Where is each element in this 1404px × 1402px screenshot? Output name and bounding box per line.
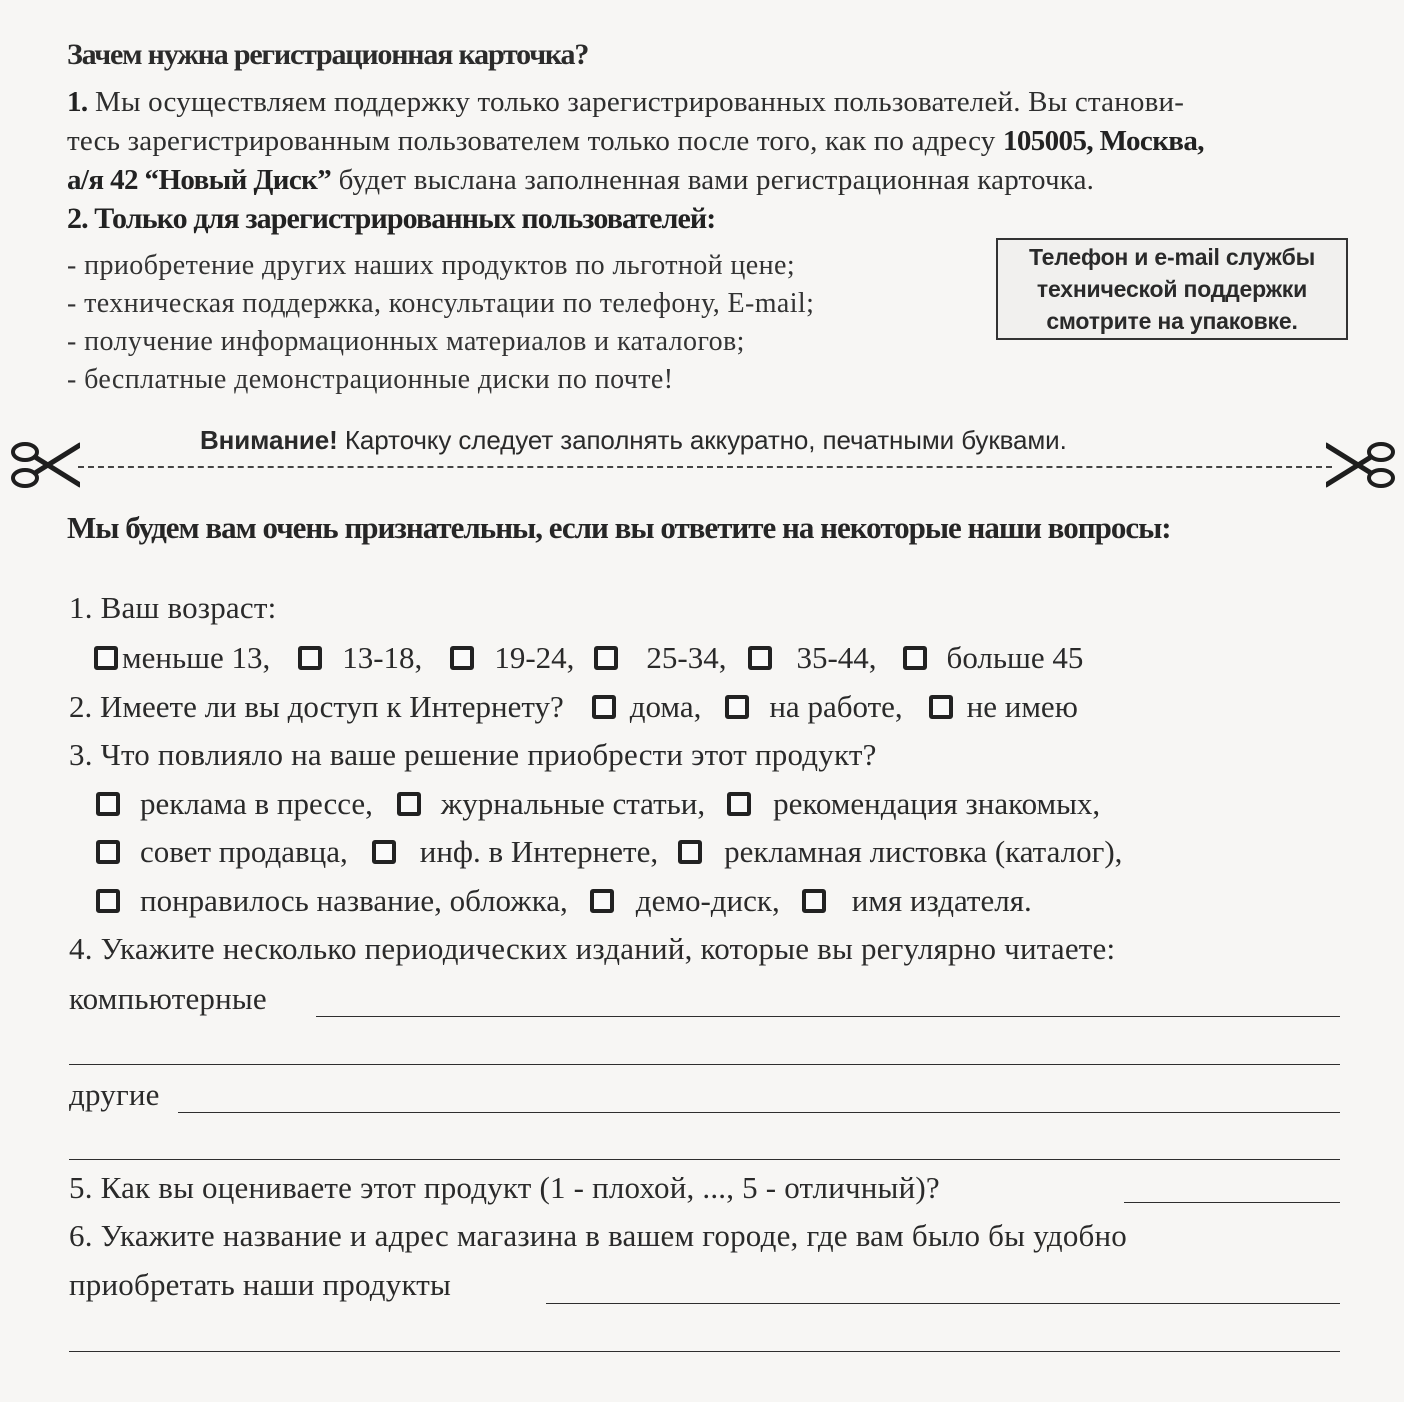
checkbox[interactable] (678, 840, 702, 864)
internet-option[interactable]: на работе, (725, 689, 902, 725)
cut-dashed-line (78, 466, 1332, 468)
influence-option[interactable]: инф. в Интернете, (372, 834, 658, 870)
checkbox[interactable] (590, 889, 614, 913)
age-option[interactable]: меньше 13, (94, 640, 270, 676)
influence-option[interactable]: совет продавца, (96, 834, 348, 870)
checkbox[interactable] (727, 792, 751, 816)
question-6-label: 6. Укажите название и адрес магазина в вашем городе, где вам было бы удобно (69, 1218, 1128, 1253)
other-magazines-input[interactable] (178, 1112, 1340, 1113)
checkbox[interactable] (372, 840, 396, 864)
checkbox[interactable] (96, 840, 120, 864)
checkbox[interactable] (594, 646, 618, 670)
attention-label: Внимание! (200, 425, 338, 455)
checkbox[interactable] (802, 889, 826, 913)
benefit-item: - получение информационных материалов и каталогов; (67, 326, 745, 357)
influence-options-row-2 (96, 834, 1122, 870)
other-magazines-input-continued[interactable] (69, 1159, 1340, 1160)
benefit-item: - приобретение других наших продуктов по льготной цене; (67, 250, 796, 281)
checkbox[interactable] (929, 695, 953, 719)
question-2-row (69, 689, 1078, 725)
age-option[interactable]: больше 45 (903, 640, 1084, 676)
scissors-right-icon (1326, 435, 1398, 495)
postal-address: 105005, Москва, (1002, 125, 1204, 157)
checkbox[interactable] (748, 646, 772, 670)
question-1-label: 1. Ваш возраст: (69, 590, 277, 625)
age-option[interactable]: 25-34, (594, 640, 726, 676)
influence-option[interactable]: журнальные статьи, (397, 786, 705, 822)
internet-option[interactable]: не имею (929, 689, 1078, 725)
influence-options-row-1 (96, 786, 1100, 822)
checkbox[interactable] (592, 695, 616, 719)
influence-option[interactable]: реклама в прессе, (96, 786, 373, 822)
age-option[interactable]: 35-44, (748, 640, 876, 676)
influence-option[interactable]: понравилось название, обложка, (96, 883, 568, 919)
support-box-line: технической поддержки (1036, 276, 1308, 302)
intro-paragraph-line-2: тесь зарегистрированным пользователем только после того, как по адресу 105005, Москва, (67, 125, 1204, 157)
checkbox[interactable] (94, 646, 118, 670)
question-3-label: 3. Что повлияло на ваше решение приобрести этот продукт? (69, 737, 877, 772)
influence-option[interactable]: рекомендация знакомых, (727, 786, 1100, 822)
internet-option[interactable]: дома, (592, 689, 702, 725)
checkbox[interactable] (725, 695, 749, 719)
checkbox[interactable] (96, 889, 120, 913)
influence-option[interactable]: демо-диск, (590, 883, 780, 919)
survey-heading: Мы будем вам очень признательны, если вы ответите на некоторые наши вопросы: (67, 510, 1171, 545)
store-input-continued[interactable] (69, 1351, 1340, 1352)
benefit-item: - техническая поддержка, консультации по телефону, E-mail; (67, 288, 815, 319)
support-box-line: Телефон и e-mail службы (1028, 244, 1316, 270)
intro-paragraph-line-1: 1. Мы осуществляем поддержку только зарегистрированных пользователей. Вы станови- (67, 86, 1185, 118)
age-option[interactable]: 19-24, (450, 640, 574, 676)
checkbox[interactable] (903, 646, 927, 670)
question-2-label: 2. Имеете ли вы доступ к Интернету? (69, 689, 564, 724)
question-6-label-continued: приобретать наши продукты (69, 1267, 452, 1302)
computer-magazines-label: компьютерные (69, 981, 267, 1016)
computer-magazines-input-continued[interactable] (69, 1064, 1340, 1065)
support-box-line: смотрите на упаковке. (1046, 308, 1298, 334)
scissors-left-icon (8, 435, 80, 495)
checkbox[interactable] (397, 792, 421, 816)
postal-box: а/я 42 “Новый Диск” (67, 164, 332, 196)
influence-options-row-3 (96, 883, 1032, 919)
influence-option[interactable]: имя издателя. (802, 883, 1032, 919)
question-5-label: 5. Как вы оцениваете этот продукт (1 - плохой, ..., 5 - отличный)? (69, 1170, 940, 1205)
computer-magazines-input[interactable] (316, 1016, 1340, 1017)
benefit-item: - бесплатные демонстрационные диски по почте! (67, 364, 674, 395)
age-option[interactable]: 13-18, (298, 640, 422, 676)
intro-paragraph-line-3: а/я 42 “Новый Диск” будет выслана заполненная вами регистрационная карточка. (67, 164, 1095, 196)
benefits-heading: 2. Только для зарегистрированных пользователей: (67, 202, 716, 235)
influence-option[interactable]: рекламная листовка (каталог), (678, 834, 1122, 870)
store-input[interactable] (546, 1303, 1340, 1304)
checkbox[interactable] (450, 646, 474, 670)
rating-input[interactable] (1124, 1202, 1340, 1203)
support-contact-box (996, 238, 1348, 340)
paragraph-number: 1. (67, 86, 88, 118)
attention-note: Внимание! Карточку следует заполнять аккуратно, печатными буквами. (200, 425, 1067, 455)
page-title: Зачем нужна регистрационная карточка? (67, 38, 589, 71)
age-options (94, 640, 1083, 676)
other-magazines-label: другие (69, 1077, 160, 1112)
checkbox[interactable] (96, 792, 120, 816)
checkbox[interactable] (298, 646, 322, 670)
question-4-label: 4. Укажите несколько периодических изданий, которые вы регулярно читаете: (69, 931, 1116, 966)
